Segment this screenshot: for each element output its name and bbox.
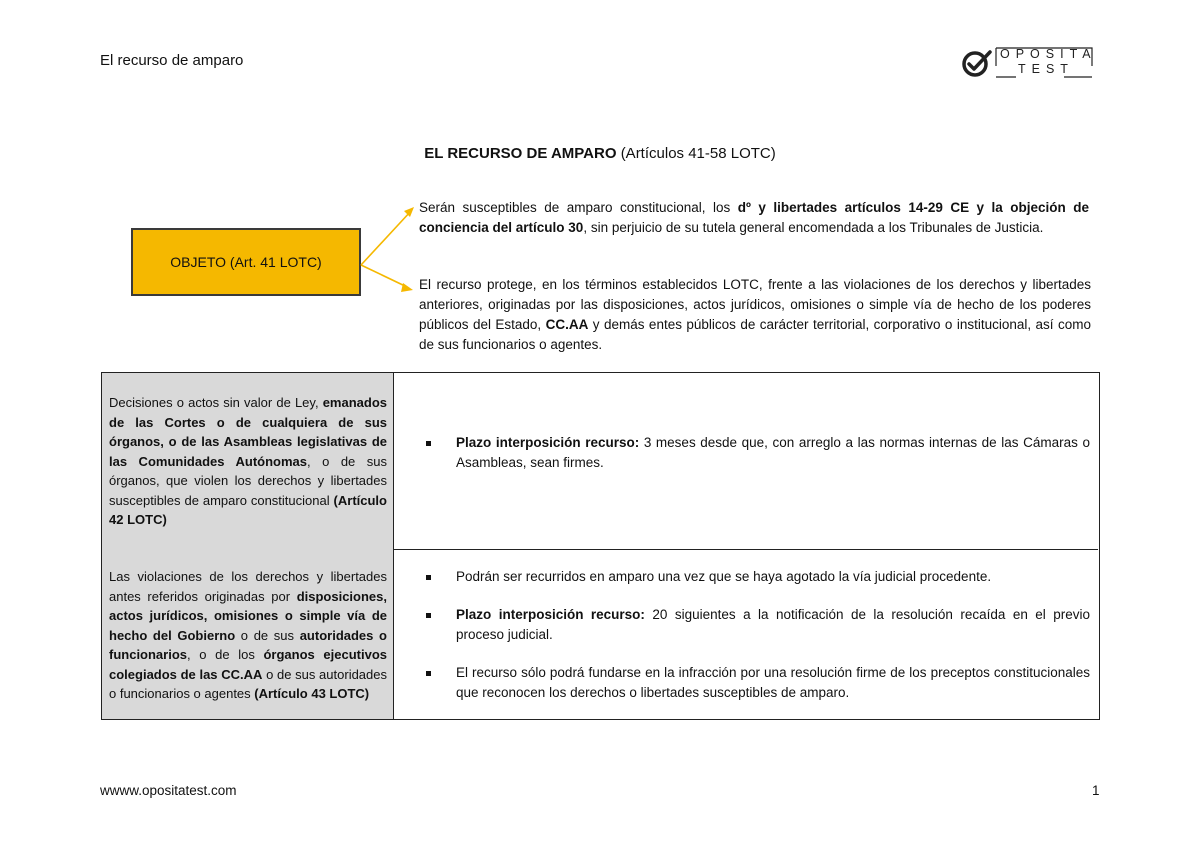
- page-title-bold: EL RECURSO DE AMPARO: [424, 145, 617, 162]
- logo-word-test: TEST: [1018, 62, 1074, 76]
- header-title: El recurso de amparo: [100, 52, 244, 69]
- r2-left-c: o de sus: [235, 627, 300, 643]
- r2-bullet-2-bold: Plazo interposición recurso:: [456, 607, 645, 622]
- oposita-test-logo: [960, 44, 1100, 82]
- arrow-up-head: [404, 207, 414, 217]
- objeto-text-2-c: y demás entes públicos de carácter territorial, corporativo o institucional, así como de sus funcionarios o agentes.: [419, 317, 1091, 352]
- table-row: [102, 373, 1098, 550]
- arrow-down-head: [401, 283, 413, 292]
- table-row-2-right: [396, 549, 1098, 719]
- r2-left-b: disposiciones, actos jurídicos, omisiones o simple vía de hecho del Gobierno: [109, 588, 387, 643]
- arrow-down-line: [361, 265, 407, 287]
- page-number: 1: [1092, 783, 1100, 798]
- page-title: [0, 145, 1200, 162]
- objeto-text-1-c: , sin perjuicio de su tutela general encomendada a los Tribunales de Justicia.: [583, 220, 1044, 235]
- footer-url[interactable]: wwww.opositatest.com: [100, 783, 237, 798]
- r2-bullet-2-text: 20 siguientes a la notificación de la resolución recaída en el previo proceso judicial.: [456, 607, 1091, 642]
- objeto-text-1: [419, 198, 1089, 238]
- r1-left-d: (Artículo 42 LOTC): [109, 492, 387, 527]
- table-row: [102, 549, 1098, 719]
- arrow-up-line: [361, 211, 411, 265]
- r2-left-a: Las violaciones de los derechos y libertades antes referidos originadas por: [109, 569, 387, 604]
- list-item: [426, 663, 1090, 703]
- logo-word-oposita: OPOSITA: [1000, 47, 1097, 61]
- r1-left-c: , o de sus órganos, que violen los derechos y libertades susceptibles de amparo constitucional: [109, 453, 387, 508]
- r1-bullet-text: 3 meses desde que, con arreglo a las normas internas de las Cámaras o Asambleas, sean firmes.: [456, 435, 1091, 470]
- bullet-icon: [426, 613, 431, 618]
- r2-bullet-3: El recurso sólo podrá fundarse en la infracción por una resolución firme de los preceptos constitucionales que reconocen los derechos o libertades susceptibles de amparo.: [456, 665, 1090, 700]
- r2-left-g: o de sus autoridades o funcionarios o agentes: [109, 666, 388, 701]
- r2-left-d: autoridades o funcionarios: [109, 627, 387, 662]
- table-row-1-left: [102, 373, 394, 549]
- objeto-text-1-a: Serán susceptibles de amparo constitucional, los: [419, 200, 738, 215]
- list-item: [426, 567, 1090, 587]
- page-title-subtitle: (Artículos 41-58 LOTC): [620, 145, 776, 162]
- table-row-1-right: [396, 373, 1098, 549]
- list-item: [426, 433, 1090, 473]
- table-row-2-left: [102, 549, 394, 719]
- objeto-text-2-b: CC.AA: [545, 317, 589, 332]
- bullet-icon: [426, 671, 431, 676]
- bullet-icon: [426, 441, 431, 446]
- list-item: [426, 605, 1090, 645]
- r2-left-f: órganos ejecutivos colegiados de las CC.AA: [109, 647, 387, 682]
- r2-bullet-1: Podrán ser recurridos en amparo una vez que se haya agotado la vía judicial procedente.: [456, 569, 992, 584]
- r2-left-h: (Artículo 43 LOTC): [254, 686, 370, 701]
- objeto-text-2-a: El recurso protege, en los términos establecidos LOTC, frente a las violaciones de los derechos y libertades anteriores, originadas por las disposiciones, actos jurídicos, omisiones o simple vía de hecho de los poderes públicos del Estado,: [419, 277, 1091, 332]
- bullet-icon: [426, 575, 431, 580]
- r2-left-e: , o de los: [187, 647, 264, 662]
- objeto-text-2: [419, 275, 1091, 355]
- r1-left-a: Decisiones o actos sin valor de Ley,: [109, 395, 323, 410]
- objeto-label: OBJETO (Art. 41 LOTC): [170, 254, 322, 270]
- r1-bullet-bold: Plazo interposición recurso:: [456, 435, 640, 450]
- amparo-table: [101, 372, 1100, 720]
- objeto-text-1-b: dº y libertades artículos 14-29 CE y la objeción de conciencia del artículo 30: [419, 200, 1089, 235]
- objeto-box: [131, 228, 361, 296]
- r1-left-b: emanados de las Cortes o de cualquiera de sus órganos, o de las Asambleas legislativas de las Comunidades Autónomas: [109, 395, 387, 469]
